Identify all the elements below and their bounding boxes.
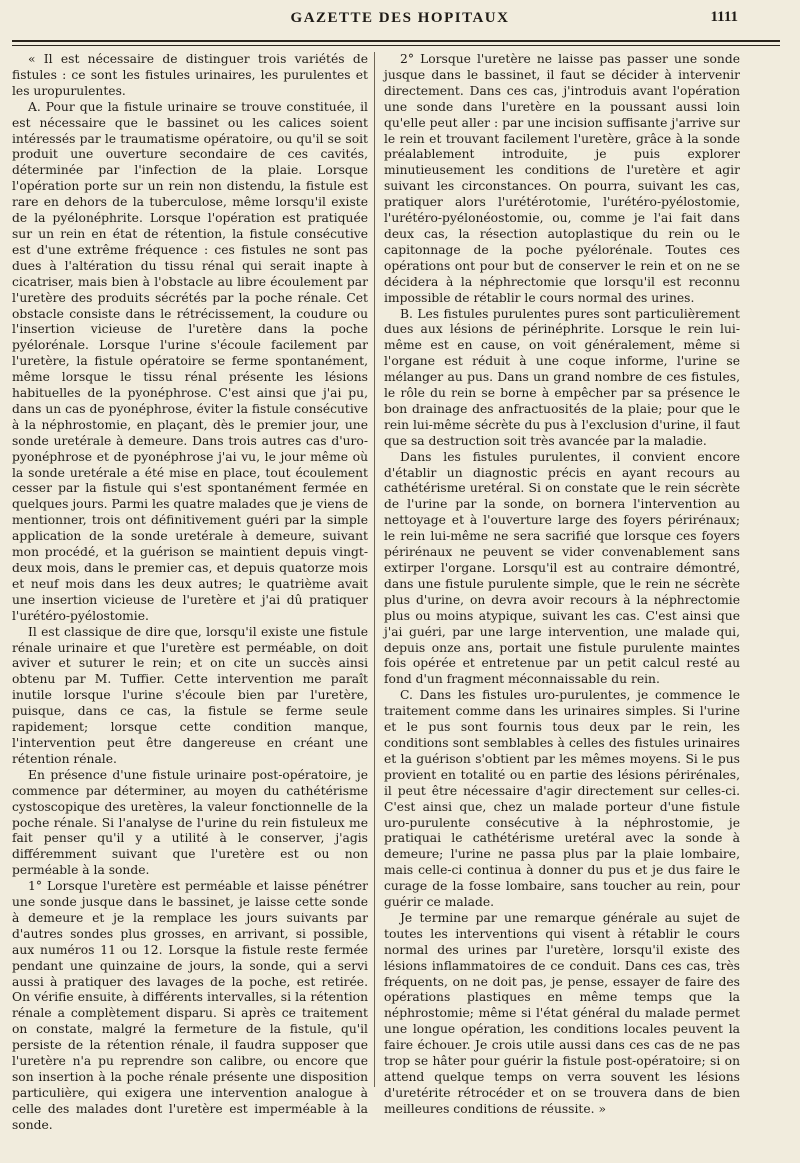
header-rule-thin [12, 45, 780, 46]
header-rule [12, 40, 780, 42]
paragraph: 2° Lorsque l'uretère ne laisse pas passer une sonde jusque dans le bassinet, il faut se décider à intervenir directement. Dans ces cas, j'introduis avant l'opération une sonde dans l'uretère en la poussant aussi loin qu'elle peut aller : par une incision suffisante j'arrive sur le rein et trouvant facilement l'uretère, grâce à la sonde préalablement introduite, je puis explorer minutieusement les conditions de l'uretère et agir suivant les circonstances. On pourra, suivant les cas, pratiquer alors l'urétérotomie, l'urétéro-pyélostomie, l'urétéro-pyélonéostomie, ou, comme je l'ai fait dans deux cas, la résection autoplastique du rein ou le capitonnage de la poche pyélorénale. Toutes ces opérations ont pour but de conserver le rein et on ne se décidera à la néphrectomie que lorsqu'il est reconnu impossible de rétablir le cours normal des urines. [384, 52, 740, 305]
paragraph: C. Dans les fistules uro-purulentes, je commence le traitement comme dans les urinaires simples. Si l'urine et le pus sont fournis tous deux par le rein, les conditions sont semblables à celles des fistules urinaires et la guérison s'obtient par les mêmes moyens. Si le pus provient en totalité ou en partie des lésions périrénales, il peut être nécessaire d'agir directement sur celles-ci. C'est ainsi que, chez un malade porteur d'une fistule uro-purulente consécutive à la néphrostomie, je pratiquai le cathétérisme uretéral avec la sonde à demeure; l'urine ne passa plus par la plaie lombaire, mais celle-ci continua à donner du pus et je dus faire le curage de la fosse lombaire, sans toucher au rein, pour guérir ce malade. [384, 688, 740, 910]
paragraph: En présence d'une fistule urinaire post-opératoire, je commence par déterminer, au moyen du cathétérisme cystoscopique des uretères, la valeur fonctionnelle de la poche rénale. Si l'analyse de l'urine du rein fistuleux me fait penser qu'il y a utilité à le conserver, j'agis différemment suivant que l'uretère est ou non perméable à la sonde. [12, 767, 368, 878]
left-column [12, 52, 369, 1132]
paragraph: « Il est nécessaire de distinguer trois variétés de fistules : ce sont les fistules urinaires, les purulentes et les uropurulentes. [12, 52, 368, 98]
page-header [0, 0, 800, 46]
paragraph: Je termine par une remarque générale au sujet de toutes les interventions qui visent à rétablir le cours normal des urines par l'uretère, lorsqu'il existe des lésions inflammatoires de ce conduit. Dans ces cas, très fréquents, on ne doit pas, je pense, essayer de faire des opérations plastiques en même temps que la néphrostomie; même si l'état général du malade permet une longue opération, les conditions locales peuvent la faire échouer. Je crois utile aussi dans ces cas de ne pas trop se hâter pour guérir la fistule post-opératoire; si on attend quelque temps on verra souvent les lésions d'uretérite rétrocéder et on se trouvera dans de bien meilleures conditions de réussite. » [384, 910, 740, 1116]
column-divider [374, 52, 375, 1087]
paragraph: Dans les fistules purulentes, il convient encore d'établir un diagnostic précis en ayant recours au cathétérisme uretéral. Si on constate que le rein sécrète de l'urine par la sonde, on bornera l'intervention au nettoyage et à l'ouverture large des foyers périrénaux; le rein lui-même ne sera sacrifié que lorsque ces foyers périrénaux ne peuvent se vider convenablement sans extirper l'organe. Lorsqu'il est au contraire démontré, dans une fistule purulente simple, que le rein ne sécrète plus d'urine, on devra avoir recours à la néphrectomie plus ou moins atypique, suivant les cas. C'est ainsi que j'ai guéri, par une large intervention, une malade qui, depuis onze ans, portait une fistule purulente maintes fois opérée et entretenue par un petit calcul resté au fond d'un fragment méconnaissable du rein. [384, 449, 740, 687]
page-number: 1111 [710, 9, 738, 25]
right-column [384, 52, 740, 1116]
paragraph: 1° Lorsque l'uretère est perméable et laisse pénétrer une sonde jusque dans le bassinet, je laisse cette sonde à demeure et je la remplace les jours suivants par d'autres sondes plus grosses, en arrivant, si possible, aux numéros 11 ou 12. Lorsque la fistule reste fermée pendant une quinzaine de jours, la sonde, qui a servi aussi à pratiquer des lavages de la poche, est retirée. On vérifie ensuite, à différents intervalles, si la rétention rénale a complètement disparu. Si après ce traitement on constate, malgré la fermeture de la fistule, qu'il persiste de la rétention rénale, il faudra supposer que l'uretère n'a pu reprendre son calibre, ou encore que son insertion à la poche rénale présente une disposition particulière, qui exigera une intervention analogue à celle des malades dont l'uretère est imperméable à la sonde. [12, 879, 368, 1132]
paragraph: A. Pour que la fistule urinaire se trouve constituée, il est nécessaire que le bassinet ou les calices soient intéressés par le traumatisme opératoire, ou qu'il se soit produit une ouverture secondaire de ces cavités, déterminée par l'infection de la plaie. Lorsque l'opération porte sur un rein non distendu, la fistule est rare en dehors de la tuberculose, même lorsqu'il existe de la pyélonéphrite. Lorsque l'opération est pratiquée sur un rein en état de rétention, la fistule consécutive est d'une extrême fréquence : ces fistules ne sont pas dues à l'altération du tissu rénal qui serait inapte à cicatriser, mais bien à l'obstacle au libre écoulement par l'uretère des produits sécrétés par la poche rénale. Cet obstacle consiste dans le rétrécissement, la coudure ou l'insertion vicieuse de l'uretère dans la poche pyélorénale. Lorsque l'urine s'écoule facilement par l'uretère, la fistule opératoire se ferme spontanément, même lorsque le tissu rénal présente les lésions habituelles de la pyonéphrose. C'est ainsi que j'ai pu, dans un cas de pyonéphrose, éviter la fistule consécutive à la néphrostomie, en plaçant, dès le premier jour, une sonde uretérale à demeure. Dans trois autres cas d'uro-pyonéphrose et de pyonéphrose j'ai vu, le jour même où la sonde uretérale a été mise en place, tout écoulement cesser par la fistule qui s'est spontanément fermée en quelques jours. Parmi les quatre malades que je viens de mentionner, trois ont définitivement guéri par la simple application de la sonde uretérale à demeure, suivant mon procédé, et la guérison se maintient depuis vingt-deux mois, dans le premier cas, et depuis quatorze mois et neuf mois dans les deux autres; le quatrième avait une insertion vicieuse de l'uretère et j'ai dû pratiquer l'urétéro-pyélostomie. [12, 99, 369, 623]
paragraph: B. Les fistules purulentes pures sont particulièrement dues aux lésions de périnéphrite. Lorsque le rein lui-même est en cause, on voit généralement, même si l'organe est réduit à une coque informe, l'urine se mélanger au pus. Dans un grand nombre de ces fistules, le rôle du rein se borne à empêcher par sa présence le bon drainage des anfractuosités de la plaie; pour que le rein lui-même sécrète du pus à l'exclusion d'urine, il faut que sa destruction soit très avancée par la maladie. [384, 306, 740, 448]
paragraph: Il est classique de dire que, lorsqu'il existe une fistule rénale urinaire et que l'uretère est perméable, on doit aviver et suturer le rein; et on cite un succès ainsi obtenu par M. Tuffier. Cette intervention me paraît inutile lorsque l'urine s'écoule bien par l'uretère, puisque, dans ce cas, la fistule se ferme seule rapidement; lorsque cette condition manque, l'intervention peut être dangereuse en créant une rétention rénale. [12, 624, 368, 766]
journal-title: GAZETTE DES HOPITAUX [290, 10, 510, 26]
